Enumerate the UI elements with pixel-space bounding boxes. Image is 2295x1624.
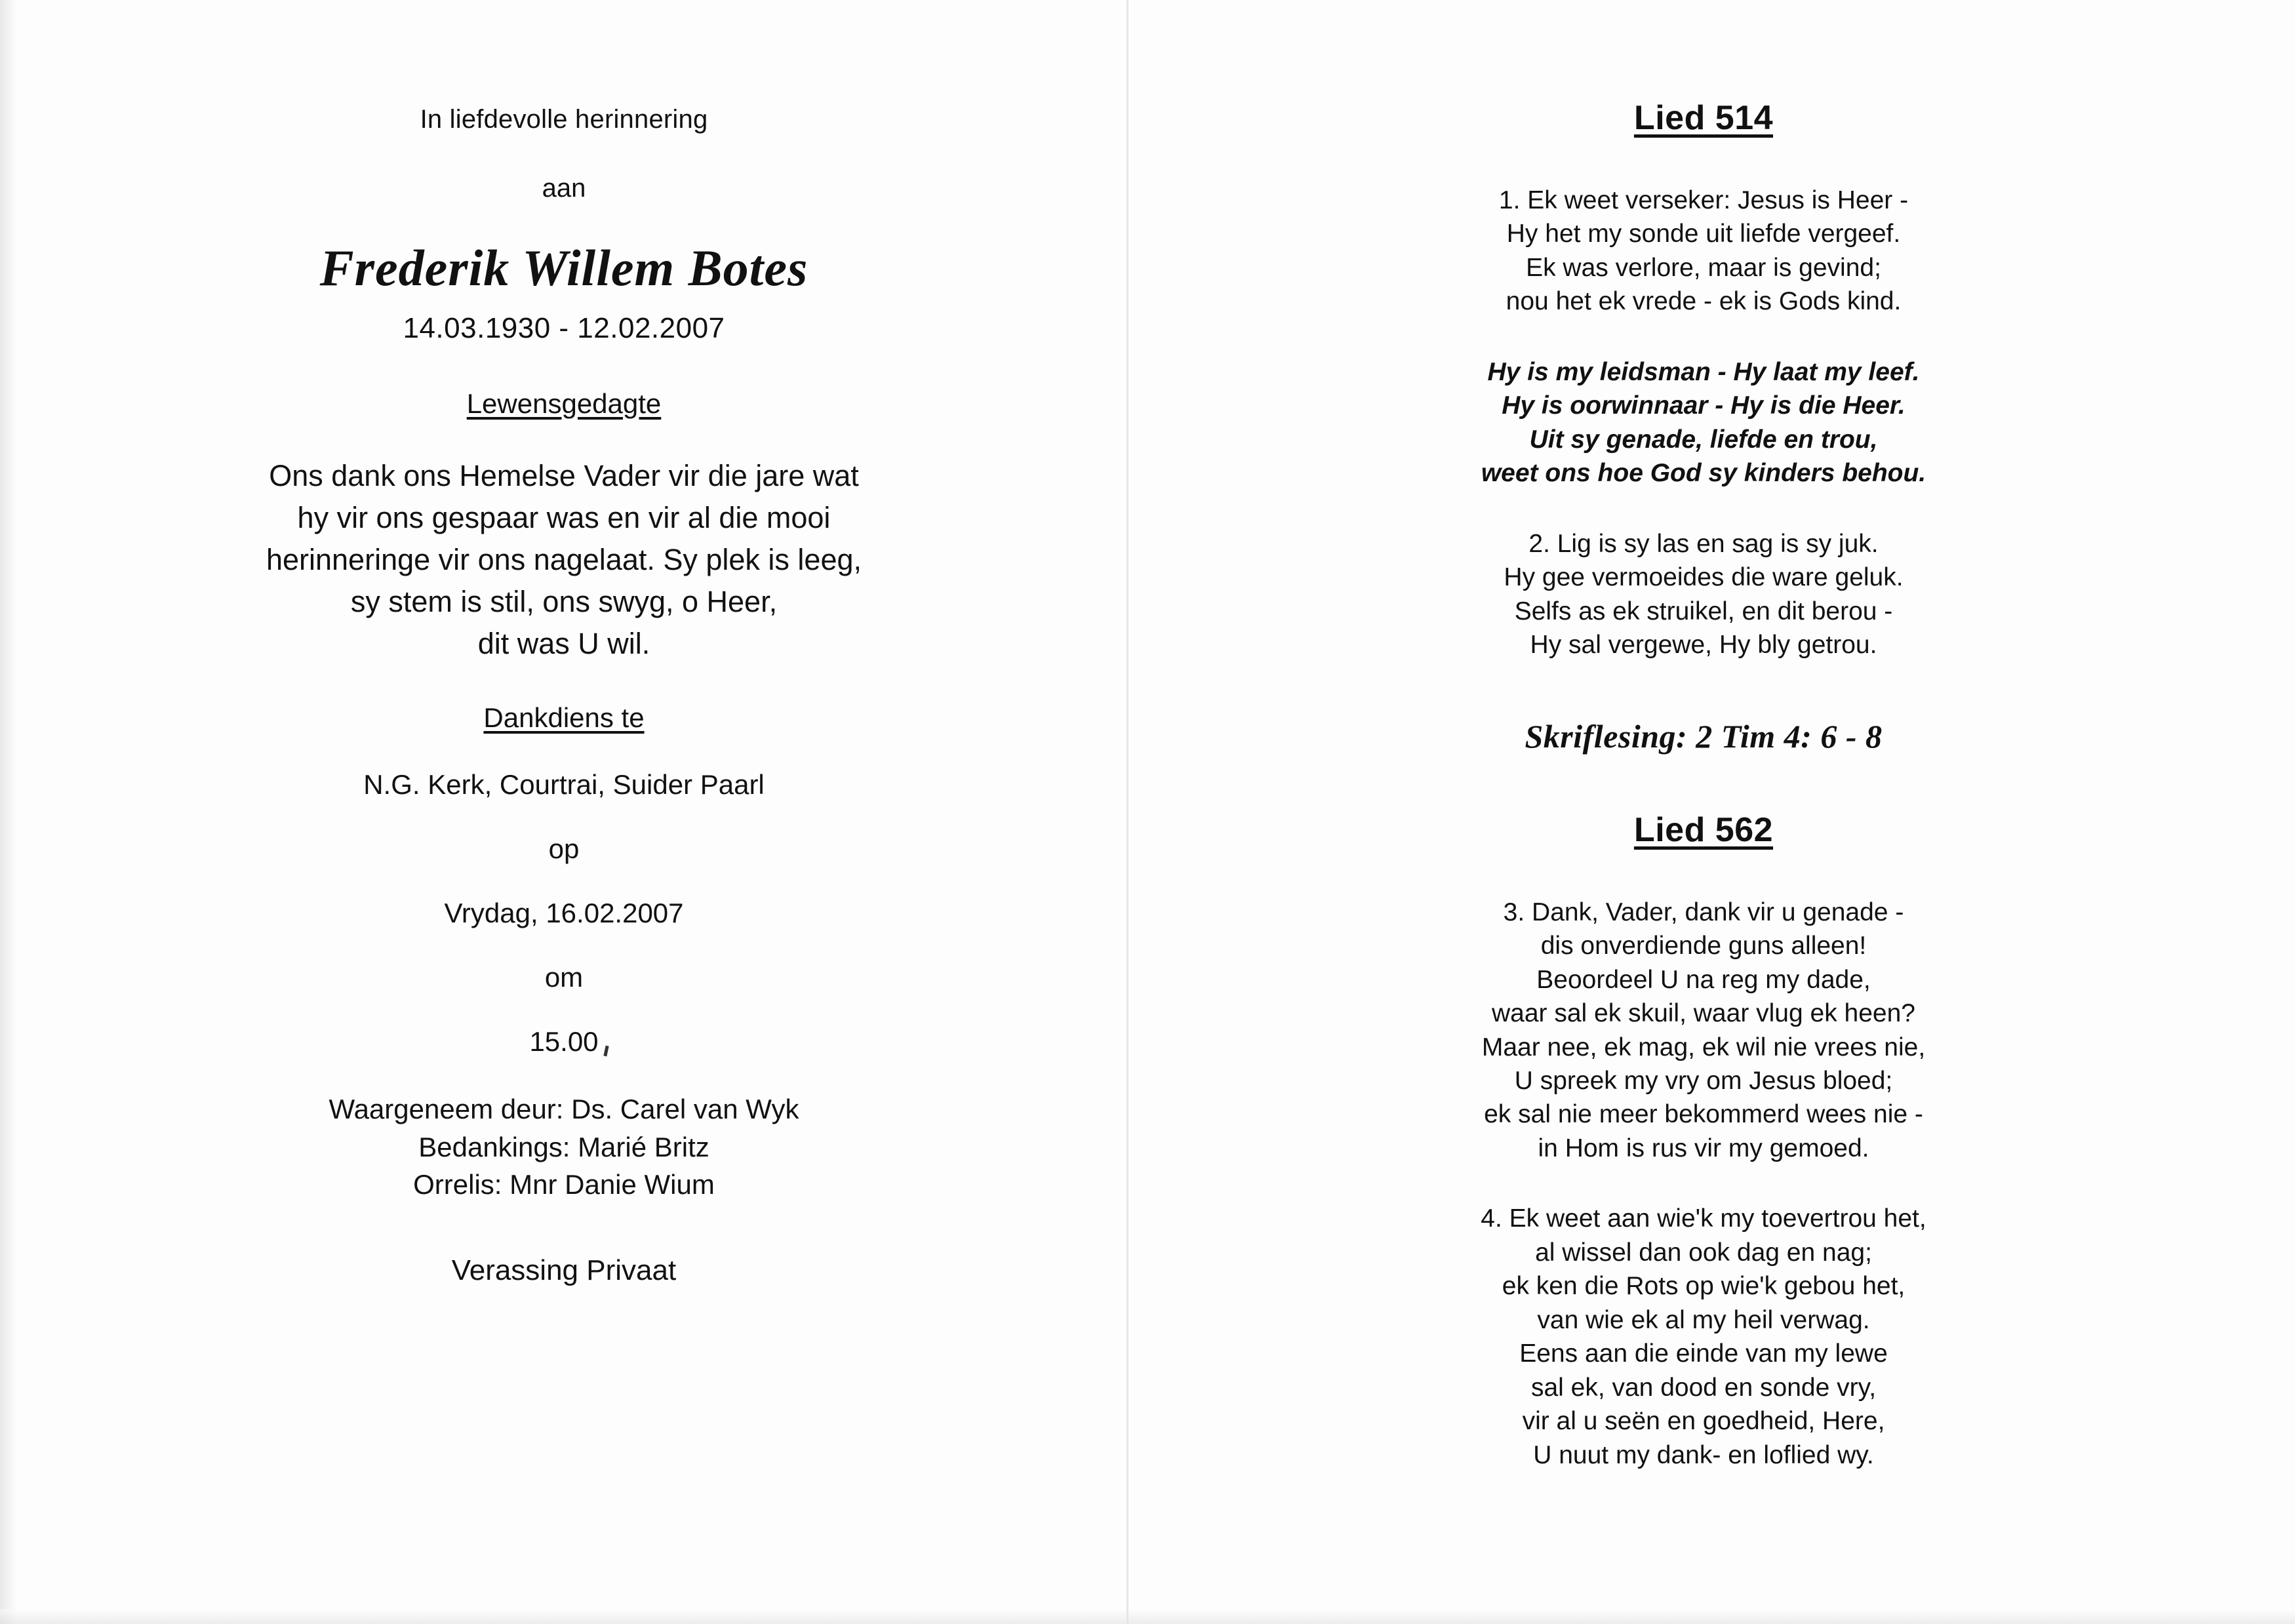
verse-line: Beoordeel U na reg my dade, — [1536, 965, 1871, 994]
verse-line: 3. Dank, Vader, dank vir u genade - — [1503, 898, 1904, 926]
refrain-line: Hy is my leidsman - Hy laat my leef. — [1487, 357, 1920, 386]
service-om-word: om — [544, 962, 584, 993]
verse-line: Hy het my sonde uit liefde vergeef. — [1506, 220, 1901, 248]
verse-line: Maar nee, ek mag, ek wil nie vrees nie, — [1481, 1033, 1926, 1061]
right-panel — [1127, 0, 2295, 1624]
hymn-514-title: Lied 514 — [1633, 99, 1774, 137]
scripture-reading: Skriflesing: 2 Tim 4: 6 - 8 — [1525, 717, 1883, 755]
credit-line-officiant: Waargeneem deur: Ds. Carel van Wyk — [329, 1094, 799, 1125]
verse-line: 4. Ek weet aan wie'k my toevertrou het, — [1481, 1204, 1926, 1233]
service-heading: Dankdiens te — [483, 702, 645, 734]
deceased-name: Frederik Willem Botes — [319, 239, 808, 296]
memorial-lead-line: In liefdevolle herinnering — [420, 105, 708, 134]
credit-line-thanks: Bedankings: Marié Britz — [418, 1131, 709, 1162]
memorial-poem — [98, 455, 1029, 664]
verse-line: ek sal nie meer bekommerd wees nie - — [1484, 1100, 1923, 1129]
hymn-562-verse-4 — [1179, 1202, 2228, 1472]
deceased-dates: 14.03.1930 - 12.02.2007 — [403, 312, 725, 344]
verse-line: vir al u seën en goedheid, Here, — [1522, 1407, 1885, 1436]
service-credits — [98, 1090, 1029, 1202]
refrain-line: Hy is oorwinnaar - Hy is die Heer. — [1502, 391, 1906, 420]
service-time — [98, 1026, 1029, 1058]
verse-line: waar sal ek skuil, waar vlug ek heen? — [1492, 999, 1915, 1028]
left-panel — [0, 0, 1127, 1624]
memorial-aan-word: aan — [542, 174, 586, 203]
poem-line: herinneringe vir ons nagelaat. Sy plek is leeg, — [266, 542, 862, 576]
service-op-word: op — [548, 833, 580, 865]
refrain-line: Uit sy genade, liefde en trou, — [1529, 425, 1878, 454]
hymn-514-refrain — [1179, 355, 2228, 490]
verse-line: U spreek my vry om Jesus bloed; — [1514, 1066, 1893, 1095]
verse-line: Hy sal vergewe, Hy bly getrou. — [1530, 631, 1877, 660]
service-date: Vrydag, 16.02.2007 — [444, 898, 684, 929]
verse-line: sal ek, van dood en sonde vry, — [1530, 1373, 1877, 1402]
hymn-514-verse-2 — [1179, 527, 2228, 662]
verse-line: 2. Lig is sy las en sag is sy juk. — [1528, 529, 1879, 558]
poem-line: hy vir ons gespaar was en vir al die mooi — [297, 500, 831, 534]
service-venue: N.G. Kerk, Courtrai, Suider Paarl — [363, 769, 765, 801]
hymn-562-verse-3 — [1179, 896, 2228, 1166]
verse-line: nou het ek vrede - ek is Gods kind. — [1506, 287, 1902, 316]
poem-line: sy stem is stil, ons swyg, o Heer, — [350, 584, 778, 618]
verse-line: van wie ek al my heil verwag. — [1537, 1305, 1870, 1334]
verse-line: U nuut my dank- en loflied wy. — [1533, 1440, 1874, 1469]
verse-line: Selfs as ek struikel, en dit berou - — [1514, 597, 1893, 625]
cremation-note: Verassing Privaat — [451, 1254, 677, 1286]
verse-line: dis onverdiende guns alleen! — [1540, 932, 1867, 961]
verse-line: Hy gee vermoeides die ware geluk. — [1504, 563, 1904, 592]
refrain-line: weet ons hoe God sy kinders behou. — [1481, 459, 1926, 488]
verse-line: Eens aan die einde van my lewe — [1519, 1339, 1888, 1368]
verse-line: 1. Ek weet verseker: Jesus is Heer - — [1498, 186, 1909, 214]
hymn-514-verse-1 — [1179, 184, 2228, 319]
service-time-value: 15.00 — [529, 1026, 599, 1058]
hymn-562-title: Lied 562 — [1633, 810, 1774, 849]
credit-line-organist: Orrelis: Mnr Danie Wium — [413, 1168, 715, 1200]
verse-line: al wissel dan ook dag en nag; — [1535, 1238, 1872, 1267]
life-thoughts-heading: Lewensgedagte — [466, 388, 662, 419]
poem-line: dit was U wil. — [477, 626, 650, 660]
verse-line: ek ken die Rots op wie'k gebou het, — [1502, 1272, 1906, 1301]
poem-line: Ons dank ons Hemelse Vader vir die jare wat — [269, 459, 859, 492]
verse-line: in Hom is rus vir my gemoed. — [1538, 1134, 1869, 1162]
verse-line: Ek was verlore, maar is gevind; — [1526, 253, 1881, 282]
